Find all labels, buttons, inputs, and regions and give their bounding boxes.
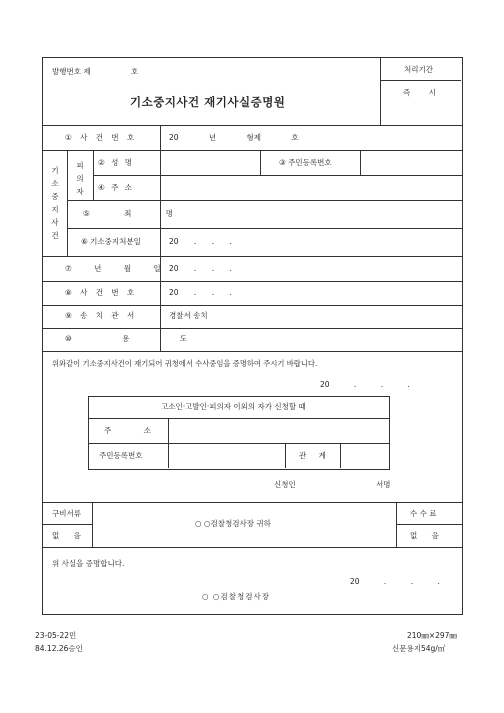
page-title: 기소중지사건 재기사실증명원	[130, 95, 286, 109]
row-line	[42, 150, 462, 151]
name-label: ② 성 명	[98, 158, 134, 167]
suspension-date-label: ⑥ 기소중지처분일	[81, 237, 141, 246]
row-line	[42, 524, 92, 525]
sending-office-label: ⑨ 송 치 관 서	[65, 311, 138, 320]
row-line	[93, 175, 462, 176]
suspension-date-value[interactable]: 20 . . .	[169, 237, 232, 246]
col-line	[340, 443, 341, 468]
applicant-label: 신청인	[274, 480, 296, 489]
request-date[interactable]: 20 . . .	[320, 380, 410, 389]
case-number-2-label: ⑧ 사 건 번 호	[65, 288, 138, 297]
suspended-case-group-label: 기소중지사건	[51, 166, 59, 240]
col-line	[93, 150, 94, 200]
case-number-value[interactable]: 20 년 형제 호	[169, 133, 299, 142]
certify-issuer: ○ ○검찰청검사장	[202, 592, 270, 601]
paper-type: 신문용지54g/㎡	[392, 644, 446, 653]
row-line	[88, 418, 389, 419]
charge-label: ⑤ 죄 명	[83, 209, 173, 218]
col-line	[168, 418, 169, 468]
certify-date: 20 . . .	[350, 577, 440, 586]
sending-office-value[interactable]: 경찰서 송치	[169, 311, 208, 320]
row-line	[67, 228, 462, 229]
documents-value: 없 음	[52, 531, 81, 540]
row-line	[42, 547, 462, 548]
row-line	[42, 328, 462, 329]
address-label: ④ 주 소	[98, 183, 134, 192]
col-line	[285, 443, 286, 468]
third-party-address-label: 주 소	[104, 426, 151, 435]
col-line	[160, 125, 161, 351]
issue-number-label: 발행번호 제	[52, 67, 91, 76]
certify-text: 위 사실을 증명합니다.	[52, 559, 125, 568]
col-line	[67, 150, 68, 256]
row-line	[88, 443, 389, 444]
row-line	[42, 281, 462, 282]
case-number-label: ① 사 건 번 호	[65, 133, 138, 142]
documents-label: 구비서류	[52, 509, 81, 518]
paper-size: 210㎜×297㎜	[407, 631, 457, 640]
fee-label: 수 수 료	[410, 509, 437, 518]
header-bottom-line	[42, 125, 462, 126]
approval-date: 84.12.26승인	[35, 644, 83, 653]
fee-value: 없 음	[410, 531, 439, 540]
col-line	[92, 502, 93, 547]
form-number: 23-05-22민	[35, 631, 77, 640]
col-line	[396, 502, 397, 547]
addressee: ○ ○검찰청검사장 귀하	[195, 519, 271, 528]
relation-label: 관 계	[299, 451, 326, 460]
processing-immediate: 즉 시	[403, 88, 444, 97]
issue-number-suffix: 호	[131, 67, 139, 76]
row-line	[42, 256, 462, 257]
date-value[interactable]: 20 . . .	[169, 264, 232, 273]
row-line	[396, 524, 462, 525]
header-period-line	[380, 80, 461, 81]
request-statement: 위와같이 기소중지사건이 재기되어 귀청에서 수사중임을 증명하여 주시기 바랍니다.	[52, 359, 318, 368]
resident-number-label: ③ 주민등록번호	[279, 158, 332, 167]
third-party-resident-label: 주민등록번호	[99, 451, 143, 460]
date-label: ⑦ 년 월 일	[65, 264, 161, 273]
purpose-label: ⑩ 용 도	[65, 334, 187, 343]
row-line	[42, 305, 462, 306]
row-line	[67, 200, 462, 201]
col-line	[260, 150, 261, 175]
processing-period-label: 처리기간	[404, 65, 433, 74]
third-party-heading: 고소인·고발인·피의자 이외의 자가 신청할 때	[161, 402, 306, 411]
col-line	[360, 150, 361, 175]
row-line	[42, 502, 462, 503]
signature-label[interactable]: 서명	[376, 480, 391, 489]
case-number-2-value[interactable]: 20 . . .	[169, 288, 232, 297]
suspect-group-label: 피의자	[76, 161, 84, 196]
header-divider	[380, 57, 381, 125]
row-line	[42, 351, 462, 352]
